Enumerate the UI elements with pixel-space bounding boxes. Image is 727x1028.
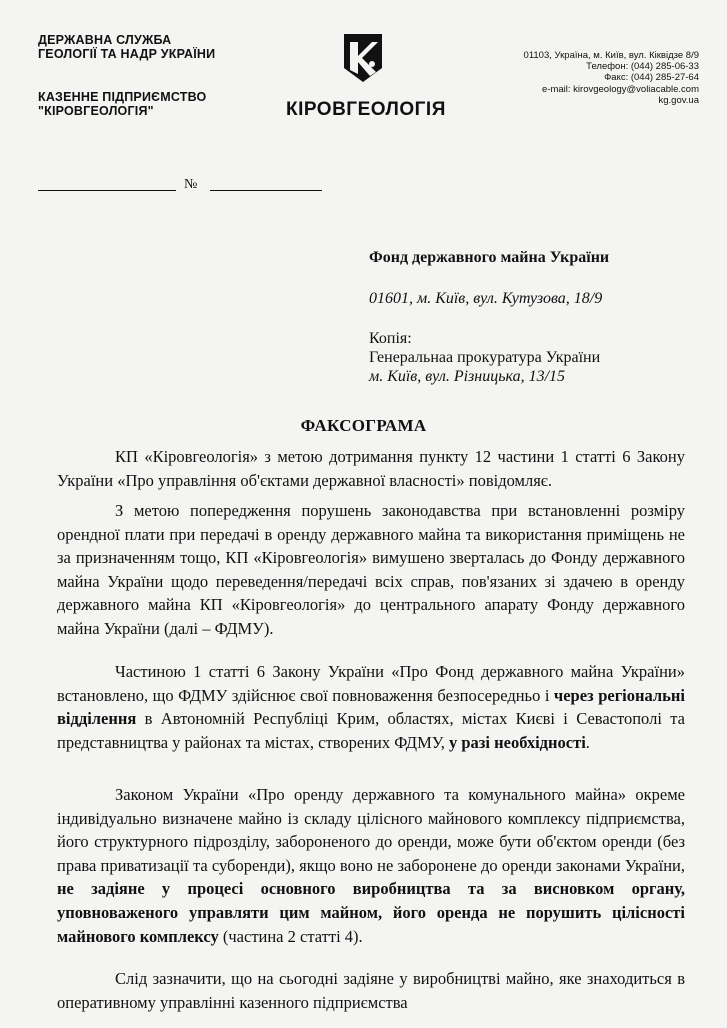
copy-recipient-name: Генеральнаа прокуратура України — [369, 349, 601, 366]
contact-fax: Факс: (044) 285-27-64 — [604, 72, 699, 84]
paragraph-3 — [57, 660, 685, 754]
contact-address: 01103, Україна, м. Київ, вул. Кіквідзе 8/9 — [523, 50, 699, 61]
paragraph-4-text-a: Законом України «Про оренду державного та комунального майна» окреме індивідуально визначене майно із складу цілісного майнового комплексу підприємства, його структурного підрозділу, забороненого до оренди, може бути об'єктом оренди (без права приватизації та суборенди), якщо воно не заборонене до оренди законами України, — [57, 785, 685, 875]
paragraph-4-text-c: (частина 2 статті 4). — [218, 926, 363, 946]
brand-name: КІРОВГЕОЛОГІЯ — [286, 99, 446, 120]
paragraph-3-text-c: в Автономній Республіці Крим, областях, містах Києві і Севастополі та представництва у районах та містах, створених ФДМУ, — [57, 709, 685, 752]
document-title: ФАКСОГРАМА — [300, 416, 427, 435]
contact-site: kg.gov.ua — [658, 94, 699, 106]
copy-label: Копія: — [369, 330, 412, 347]
paragraph-1: КП «Кіровгеологія» з метою дотримання пункту 12 частини 1 статті 6 Закону України «Про управління об'єктами державної власності» повідомляє. — [57, 447, 685, 490]
paragraph-3-bold-a: через регіональні відділення — [57, 685, 685, 729]
paragraph-2: З метою попередження порушень законодавства при встановленні розміру орендної плати при передачі в оренду державного майна та використання приміщень не за призначенням тощо, КП «Кіровгеологія» вимушено зверталась до Фонду державного майна України щодо переведення/передачі всіх справ, пов'язаних зі здачею в оренду державного майна КП «Кіровгеологія» до центрального апарату Фонду державного майна України (далі – ФДМУ). — [57, 501, 685, 638]
paragraph-4 — [57, 783, 685, 948]
registration-number-sign: № — [184, 177, 198, 192]
paragraph-4-bold-b: не задіяне у процесі основного виробництва та за висновком органу, уповноваженого управляти цим майном, його оренда не порушить цілісності майнового комплексу — [57, 879, 685, 946]
contact-block — [524, 50, 699, 106]
state-service-name — [38, 33, 215, 61]
paragraph-3-text-a: Частиною 1 статті 6 Закону України «Про Фонд державного майна України» встановлено, що ФДМУ здійснює свої повноваження безпосередньо і — [57, 662, 685, 705]
paragraph-3-text-e: . — [585, 732, 590, 752]
org-line-2: ГЕОЛОГІЇ ТА НАДР УКРАЇНИ — [38, 47, 216, 61]
org-line-1: ДЕРЖАВНА СЛУЖБА — [38, 33, 172, 47]
enterprise-line-1: КАЗЕННЕ ПІДПРИЄМСТВО — [38, 90, 207, 104]
enterprise-line-2: "КІРОВГЕОЛОГІЯ" — [38, 104, 154, 118]
registration-date-line — [38, 190, 176, 191]
recipient-address: 01601, м. Київ, вул. Кутузова, 18/9 — [369, 290, 603, 307]
paragraph-5: Слід зазначити, що на сьогодні задіяне у виробництві майно, яке знаходиться в оперативному управлінні казенного підприємства — [57, 969, 685, 1012]
contact-phone: Телефон: (044) 285-06-33 — [586, 61, 699, 73]
paragraph-3-bold-d: у разі необхідності — [448, 732, 586, 752]
enterprise-name — [38, 90, 206, 118]
kirovgeologia-logo-icon — [340, 32, 386, 84]
contact-email: e-mail: kirovgeology@voliacable.com — [542, 83, 699, 95]
recipient-name: Фонд державного майна України — [369, 249, 610, 266]
registration-number-line — [210, 190, 322, 191]
copy-recipient-address: м. Київ, вул. Різницька, 13/15 — [369, 368, 566, 385]
